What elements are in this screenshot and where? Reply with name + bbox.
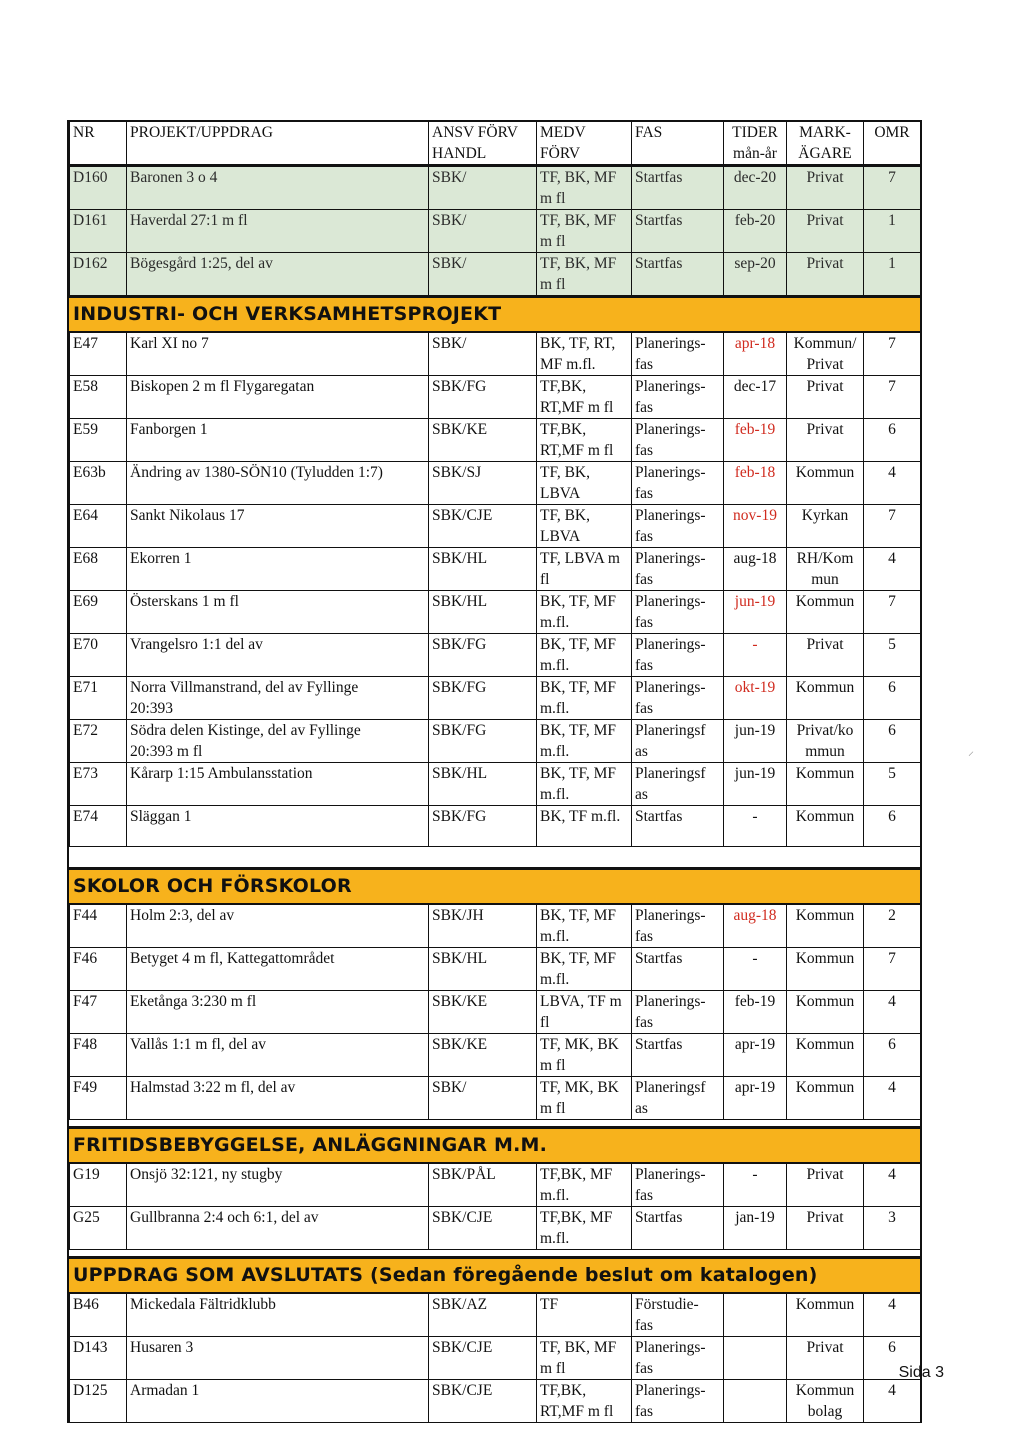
cell-phase: Startfas	[632, 253, 724, 296]
cell-responsible: SBK/FG	[429, 677, 537, 720]
cell-project: Norra Villmanstrand, del av Fyllinge 20:393	[127, 677, 429, 720]
cell-phase: Startfas	[632, 210, 724, 253]
cell-nr: D161	[70, 210, 127, 253]
header-area: OMR	[864, 121, 921, 165]
cell-cooperation: BK, TF, MF m.fl.	[537, 634, 632, 677]
cell-time: dec-20	[724, 167, 787, 210]
cell-area: 4	[864, 1294, 921, 1337]
cell-project: Österskans 1 m fl	[127, 591, 429, 634]
cell-time: feb-18	[724, 462, 787, 505]
cell-area: 3	[864, 1207, 921, 1250]
cell-cooperation: BK, TF, MF m.fl.	[537, 591, 632, 634]
cell-nr: B46	[70, 1294, 127, 1337]
cell-landowner: Privat	[787, 210, 864, 253]
table-row	[70, 548, 921, 591]
cell-landowner: Privat	[787, 419, 864, 462]
header-project: PROJEKT/UPPDRAG	[127, 121, 429, 165]
cell-responsible: SBK/HL	[429, 591, 537, 634]
cell-nr: E70	[70, 634, 127, 677]
cell-time: -	[724, 1164, 787, 1207]
cell-nr: E58	[70, 376, 127, 419]
cell-cooperation: TF,BK, RT,MF m fl	[537, 1380, 632, 1423]
cell-landowner: Kommun	[787, 1294, 864, 1337]
cell-responsible: SBK/	[429, 333, 537, 376]
cell-phase: Planeringsf as	[632, 720, 724, 763]
cell-responsible: SBK/KE	[429, 419, 537, 462]
cell-responsible: SBK/CJE	[429, 1380, 537, 1423]
cell-phase: Planerings- fas	[632, 505, 724, 548]
cell-cooperation: TF, BK, MF m fl	[537, 210, 632, 253]
cell-nr: F47	[70, 991, 127, 1034]
cell-phase: Planeringsf as	[632, 763, 724, 806]
cell-responsible: SBK/FG	[429, 720, 537, 763]
cell-responsible: SBK/FG	[429, 806, 537, 847]
cell-cooperation: TF, BK, MF m fl	[537, 253, 632, 296]
cell-nr: E72	[70, 720, 127, 763]
cell-cooperation: BK, TF, MF m.fl.	[537, 677, 632, 720]
cell-project: Baronen 3 o 4	[127, 167, 429, 210]
table-row	[70, 462, 921, 505]
cell-area: 1	[864, 210, 921, 253]
cell-cooperation: TF, MK, BK m fl	[537, 1034, 632, 1077]
cell-landowner: Privat	[787, 1164, 864, 1207]
header-cooperation: MEDV FÖRV	[537, 121, 632, 165]
cell-responsible: SBK/KE	[429, 991, 537, 1034]
cell-project: Eketånga 3:230 m fl	[127, 991, 429, 1034]
cell-project: Halmstad 3:22 m fl, del av	[127, 1077, 429, 1120]
cell-time: aug-18	[724, 905, 787, 948]
table-row	[70, 591, 921, 634]
header-landowner: MARK- ÄGARE	[787, 121, 864, 165]
table-row	[70, 253, 921, 296]
cell-responsible: SBK/	[429, 1077, 537, 1120]
cell-phase: Planerings- fas	[632, 677, 724, 720]
group-table	[69, 166, 921, 296]
table-row	[70, 1034, 921, 1077]
cell-project: Holm 2:3, del av	[127, 905, 429, 948]
group-table	[69, 332, 921, 847]
cell-time: nov-19	[724, 505, 787, 548]
cell-time: apr-19	[724, 1077, 787, 1120]
table-row	[70, 210, 921, 253]
cell-time: apr-18	[724, 333, 787, 376]
cell-responsible: SBK/	[429, 167, 537, 210]
cell-landowner: Kyrkan	[787, 505, 864, 548]
header-row	[70, 121, 921, 165]
cell-phase: Planerings- fas	[632, 548, 724, 591]
section-heading: INDUSTRI- OCH VERKSAMHETSPROJEKT	[69, 296, 920, 332]
header-nr: NR	[70, 121, 127, 165]
cell-project: Släggan 1	[127, 806, 429, 847]
cell-time: jun-19	[724, 591, 787, 634]
cell-project: Ekorren 1	[127, 548, 429, 591]
cell-responsible: SBK/JH	[429, 905, 537, 948]
cell-responsible: SBK/	[429, 210, 537, 253]
cell-nr: D160	[70, 167, 127, 210]
cell-time: aug-18	[724, 548, 787, 591]
cell-project: Husaren 3	[127, 1337, 429, 1380]
cell-area: 7	[864, 376, 921, 419]
cell-responsible: SBK/CJE	[429, 1337, 537, 1380]
table-row	[70, 948, 921, 991]
cell-landowner: Kommun	[787, 677, 864, 720]
cell-cooperation: LBVA, TF m fl	[537, 991, 632, 1034]
cell-project: Onsjö 32:121, ny stugby	[127, 1164, 429, 1207]
cell-phase: Planerings- fas	[632, 991, 724, 1034]
cell-project: Armadan 1	[127, 1380, 429, 1423]
table-row	[70, 505, 921, 548]
cell-nr: F46	[70, 948, 127, 991]
section-heading: FRITIDSBEBYGGELSE, ANLÄGGNINGAR M.M.	[69, 1127, 920, 1163]
cell-phase: Startfas	[632, 1034, 724, 1077]
cell-phase: Planerings- fas	[632, 462, 724, 505]
cell-area: 7	[864, 505, 921, 548]
cell-phase: Startfas	[632, 1207, 724, 1250]
cell-landowner: Kommun	[787, 1077, 864, 1120]
cell-responsible: SBK/HL	[429, 763, 537, 806]
table-row	[70, 806, 921, 847]
group-table	[69, 1293, 921, 1423]
cell-area: 4	[864, 1164, 921, 1207]
cell-landowner: Kommun bolag	[787, 1380, 864, 1423]
cell-project: Ändring av 1380-SÖN10 (Tyludden 1:7)	[127, 462, 429, 505]
cell-phase: Planerings- fas	[632, 419, 724, 462]
cell-landowner: Kommun	[787, 905, 864, 948]
cell-phase: Startfas	[632, 948, 724, 991]
cell-landowner: Kommun	[787, 462, 864, 505]
cell-nr: E63b	[70, 462, 127, 505]
cell-area: 5	[864, 634, 921, 677]
cell-area: 6	[864, 1034, 921, 1077]
cell-phase: Startfas	[632, 167, 724, 210]
cell-nr: E59	[70, 419, 127, 462]
cell-nr: E47	[70, 333, 127, 376]
cell-landowner: Privat	[787, 1207, 864, 1250]
cell-cooperation: TF, LBVA m fl	[537, 548, 632, 591]
table-row	[70, 1207, 921, 1250]
cell-cooperation: TF, BK, MF m fl	[537, 1337, 632, 1380]
cell-project: Karl XI no 7	[127, 333, 429, 376]
cell-phase: Planerings- fas	[632, 905, 724, 948]
cell-responsible: SBK/AZ	[429, 1294, 537, 1337]
cell-responsible: SBK/HL	[429, 548, 537, 591]
table-row	[70, 1294, 921, 1337]
cell-time: jun-19	[724, 763, 787, 806]
cell-phase: Planerings- fas	[632, 634, 724, 677]
cell-cooperation: TF, BK, LBVA	[537, 505, 632, 548]
cell-nr: G19	[70, 1164, 127, 1207]
cell-nr: D162	[70, 253, 127, 296]
cell-area: 6	[864, 806, 921, 847]
cell-phase: Planerings- fas	[632, 1164, 724, 1207]
cell-time	[724, 1337, 787, 1380]
cell-cooperation: BK, TF, RT, MF m.fl.	[537, 333, 632, 376]
cell-time: -	[724, 634, 787, 677]
cell-cooperation: BK, TF, MF m.fl.	[537, 720, 632, 763]
header-time: TIDER mån-år	[724, 121, 787, 165]
cell-time: apr-19	[724, 1034, 787, 1077]
cell-responsible: SBK/CJE	[429, 505, 537, 548]
cell-nr: G25	[70, 1207, 127, 1250]
cell-area: 7	[864, 167, 921, 210]
section-gap	[69, 1250, 920, 1257]
cell-area: 4	[864, 1380, 921, 1423]
page-number: Sida 3	[898, 1364, 944, 1381]
cell-responsible: SBK/HL	[429, 948, 537, 991]
cell-landowner: Kommun	[787, 806, 864, 847]
cell-landowner: Kommun	[787, 948, 864, 991]
cell-project: Gullbranna 2:4 och 6:1, del av	[127, 1207, 429, 1250]
cell-nr: E73	[70, 763, 127, 806]
cell-phase: Planerings- fas	[632, 1337, 724, 1380]
cell-cooperation: TF, BK, MF m fl	[537, 167, 632, 210]
cell-project: Mickedala Fältridklubb	[127, 1294, 429, 1337]
cell-time: jun-19	[724, 720, 787, 763]
table-row	[70, 1380, 921, 1423]
cell-nr: F49	[70, 1077, 127, 1120]
cell-cooperation: TF,BK, MF m.fl.	[537, 1207, 632, 1250]
cell-cooperation: BK, TF, MF m.fl.	[537, 763, 632, 806]
cell-phase: Planeringsf as	[632, 1077, 724, 1120]
cell-landowner: Privat	[787, 167, 864, 210]
cell-phase: Planerings- fas	[632, 1380, 724, 1423]
cell-phase: Planerings- fas	[632, 333, 724, 376]
table-row	[70, 333, 921, 376]
cell-time: jan-19	[724, 1207, 787, 1250]
cell-responsible: SBK/PÅL	[429, 1164, 537, 1207]
cell-cooperation: TF,BK, MF m.fl.	[537, 1164, 632, 1207]
cell-cooperation: TF, BK, LBVA	[537, 462, 632, 505]
table-row	[70, 167, 921, 210]
cell-cooperation: TF,BK, RT,MF m fl	[537, 376, 632, 419]
cell-responsible: SBK/FG	[429, 634, 537, 677]
cell-area: 6	[864, 1337, 921, 1380]
cell-landowner: Privat	[787, 253, 864, 296]
cell-area: 7	[864, 333, 921, 376]
section-gap	[69, 847, 920, 868]
cell-phase: Förstudie- fas	[632, 1294, 724, 1337]
cell-area: 4	[864, 991, 921, 1034]
group-table	[69, 1163, 921, 1250]
cell-landowner: Privat	[787, 634, 864, 677]
cell-landowner: Kommun/ Privat	[787, 333, 864, 376]
cell-project: Sankt Nikolaus 17	[127, 505, 429, 548]
cell-project: Vallås 1:1 m fl, del av	[127, 1034, 429, 1077]
cell-project: Vrangelsro 1:1 del av	[127, 634, 429, 677]
cell-area: 2	[864, 905, 921, 948]
cell-time: feb-19	[724, 419, 787, 462]
table-row	[70, 905, 921, 948]
cell-time: -	[724, 948, 787, 991]
cell-nr: F44	[70, 905, 127, 948]
cell-landowner: Privat/ko mmun	[787, 720, 864, 763]
cell-time: feb-20	[724, 210, 787, 253]
cell-project: Biskopen 2 m fl Flygaregatan	[127, 376, 429, 419]
cell-cooperation: BK, TF m.fl.	[537, 806, 632, 847]
cell-nr: E68	[70, 548, 127, 591]
cell-area: 6	[864, 720, 921, 763]
cell-area: 6	[864, 419, 921, 462]
cell-landowner: Kommun	[787, 991, 864, 1034]
table-row	[70, 376, 921, 419]
cell-project: Södra delen Kistinge, del av Fyllinge 20:393 m fl	[127, 720, 429, 763]
cell-area: 7	[864, 591, 921, 634]
cell-cooperation: TF,BK, RT,MF m fl	[537, 419, 632, 462]
cell-cooperation: BK, TF, MF m.fl.	[537, 948, 632, 991]
cell-time: okt-19	[724, 677, 787, 720]
group-table	[69, 904, 921, 1120]
cell-time	[724, 1380, 787, 1423]
cell-landowner: Kommun	[787, 591, 864, 634]
cell-nr: E71	[70, 677, 127, 720]
cell-time	[724, 1294, 787, 1337]
cell-responsible: SBK/	[429, 253, 537, 296]
table-row	[70, 677, 921, 720]
cell-cooperation: TF, MK, BK m fl	[537, 1077, 632, 1120]
cell-nr: D125	[70, 1380, 127, 1423]
cell-nr: E69	[70, 591, 127, 634]
cell-cooperation: TF	[537, 1294, 632, 1337]
scan-mark: ⸝	[968, 744, 975, 758]
cell-nr: F48	[70, 1034, 127, 1077]
cell-project: Kårarp 1:15 Ambulansstation	[127, 763, 429, 806]
cell-time: sep-20	[724, 253, 787, 296]
cell-phase: Planerings- fas	[632, 591, 724, 634]
cell-landowner: Kommun	[787, 1034, 864, 1077]
cell-project: Bögesgård 1:25, del av	[127, 253, 429, 296]
cell-nr: E64	[70, 505, 127, 548]
cell-responsible: SBK/FG	[429, 376, 537, 419]
cell-time: -	[724, 806, 787, 847]
cell-area: 7	[864, 948, 921, 991]
table-row	[70, 720, 921, 763]
cell-cooperation: BK, TF, MF m.fl.	[537, 905, 632, 948]
cell-area: 5	[864, 763, 921, 806]
table-row	[70, 634, 921, 677]
section-heading: UPPDRAG SOM AVSLUTATS (Sedan föregående beslut om katalogen)	[69, 1257, 920, 1293]
cell-area: 1	[864, 253, 921, 296]
cell-responsible: SBK/KE	[429, 1034, 537, 1077]
cell-area: 4	[864, 1077, 921, 1120]
table-row	[70, 991, 921, 1034]
table-row	[70, 1164, 921, 1207]
table-row	[70, 763, 921, 806]
table-row	[70, 419, 921, 462]
cell-phase: Startfas	[632, 806, 724, 847]
cell-time: feb-19	[724, 991, 787, 1034]
catalog-sheet	[67, 120, 922, 1423]
cell-responsible: SBK/CJE	[429, 1207, 537, 1250]
cell-project: Haverdal 27:1 m fl	[127, 210, 429, 253]
section-heading: SKOLOR OCH FÖRSKOLOR	[69, 868, 920, 904]
cell-phase: Planerings- fas	[632, 376, 724, 419]
cell-area: 6	[864, 677, 921, 720]
cell-project: Betyget 4 m fl, Kattegattområdet	[127, 948, 429, 991]
cell-landowner: Privat	[787, 1337, 864, 1380]
cell-nr: D143	[70, 1337, 127, 1380]
cell-landowner: Kommun	[787, 763, 864, 806]
cell-project: Fanborgen 1	[127, 419, 429, 462]
table-row	[70, 1337, 921, 1380]
cell-area: 4	[864, 548, 921, 591]
cell-responsible: SBK/SJ	[429, 462, 537, 505]
cell-nr: E74	[70, 806, 127, 847]
table-row	[70, 1077, 921, 1120]
header-table	[69, 120, 921, 166]
cell-area: 4	[864, 462, 921, 505]
header-phase: FAS	[632, 121, 724, 165]
header-responsible: ANSV FÖRV HANDL	[429, 121, 537, 165]
section-gap	[69, 1120, 920, 1127]
cell-time: dec-17	[724, 376, 787, 419]
cell-landowner: RH/Kom mun	[787, 548, 864, 591]
cell-landowner: Privat	[787, 376, 864, 419]
